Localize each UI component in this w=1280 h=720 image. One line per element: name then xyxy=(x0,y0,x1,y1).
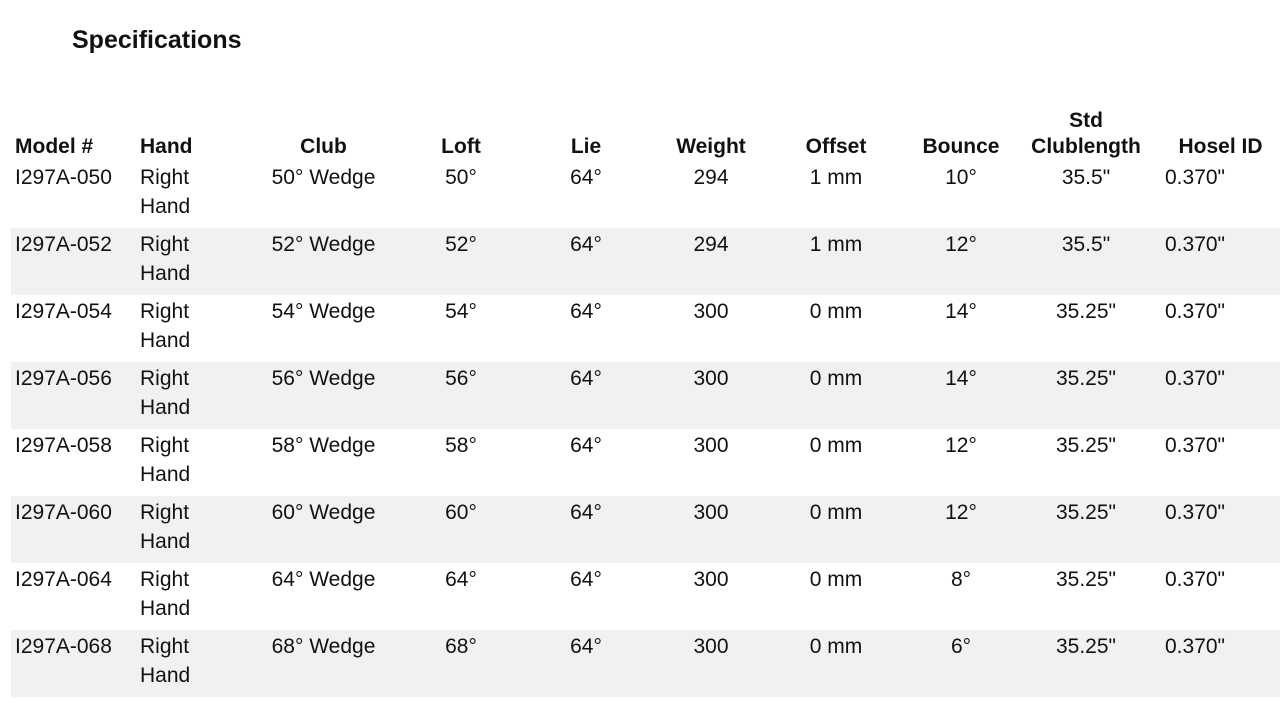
table-row xyxy=(11,496,1280,563)
cell-clublength: 35.5" xyxy=(1011,228,1161,295)
cell-bounce: 12° xyxy=(911,496,1011,563)
header-weight: Weight xyxy=(676,135,746,158)
table-row xyxy=(11,295,1280,362)
cell-clublength: 35.25" xyxy=(1055,568,1116,591)
cell-hosel: 0.370" xyxy=(1161,630,1280,697)
cell-lie: 64° xyxy=(570,568,602,591)
cell-loft: 50° xyxy=(445,166,477,189)
cell-hand xyxy=(136,228,236,295)
cell-club: 54° Wedge xyxy=(271,300,376,323)
header-clublength xyxy=(1011,103,1161,161)
table-row xyxy=(11,630,1280,697)
cell-hand xyxy=(136,295,236,362)
cell-hosel: 0.370" xyxy=(1161,362,1280,429)
cell-bounce: 10° xyxy=(945,166,977,189)
header-offset: Offset xyxy=(805,135,867,158)
cell-hosel: 0.370" xyxy=(1165,166,1226,189)
cell-hand-line2: Hand xyxy=(140,664,191,687)
cell-weight: 300 xyxy=(693,300,729,323)
cell-bounce: 12° xyxy=(945,434,977,457)
cell-lie: 64° xyxy=(511,496,661,563)
cell-hosel: 0.370" xyxy=(1165,300,1226,323)
table-row xyxy=(11,362,1280,429)
cell-lie: 64° xyxy=(570,434,602,457)
header-hosel: Hosel ID xyxy=(1178,135,1263,158)
cell-weight: 300 xyxy=(661,630,761,697)
cell-hand-line1: Right xyxy=(140,166,190,189)
cell-hand-line1: Right xyxy=(140,300,190,323)
cell-lie: 64° xyxy=(570,166,602,189)
cell-hand-line1: Right xyxy=(140,501,190,524)
cell-clublength: 35.25" xyxy=(1011,630,1161,697)
cell-hosel: 0.370" xyxy=(1165,434,1226,457)
table-row xyxy=(11,429,1280,496)
header-hand: Hand xyxy=(140,135,193,158)
cell-hand xyxy=(136,630,236,697)
cell-hand-line2: Hand xyxy=(140,463,191,486)
cell-hosel: 0.370" xyxy=(1161,228,1280,295)
cell-hand-line2: Hand xyxy=(140,262,191,285)
cell-bounce: 8° xyxy=(950,568,972,591)
cell-weight: 294 xyxy=(661,228,761,295)
specifications-table xyxy=(11,103,1280,697)
cell-loft: 64° xyxy=(445,568,477,591)
cell-clublength: 35.25" xyxy=(1011,362,1161,429)
cell-loft: 56° xyxy=(411,362,511,429)
table-row xyxy=(11,161,1280,228)
cell-weight: 300 xyxy=(661,362,761,429)
cell-hand-line1: Right xyxy=(140,635,190,658)
cell-hand-line1: Right xyxy=(140,233,190,256)
cell-hand xyxy=(136,429,236,496)
cell-hand-line2: Hand xyxy=(140,329,191,352)
table-row xyxy=(11,563,1280,630)
cell-club: 68° Wedge xyxy=(236,630,411,697)
cell-lie: 64° xyxy=(511,630,661,697)
cell-weight: 300 xyxy=(693,434,729,457)
cell-bounce: 12° xyxy=(911,228,1011,295)
cell-offset: 1 mm xyxy=(761,228,911,295)
table-row xyxy=(11,228,1280,295)
header-club: Club xyxy=(300,135,347,158)
header-loft: Loft xyxy=(441,135,481,158)
cell-lie: 64° xyxy=(511,228,661,295)
header-clublength-line2: Clublength xyxy=(1031,135,1141,158)
cell-hand-line1: Right xyxy=(140,568,190,591)
cell-model: I297A-060 xyxy=(11,496,136,563)
cell-weight: 294 xyxy=(693,166,729,189)
cell-lie: 64° xyxy=(570,300,602,323)
cell-club: 64° Wedge xyxy=(271,568,376,591)
cell-model: I297A-058 xyxy=(15,434,112,457)
cell-offset: 0 mm xyxy=(809,300,863,323)
cell-club: 52° Wedge xyxy=(236,228,411,295)
cell-hosel: 0.370" xyxy=(1165,568,1226,591)
cell-loft: 54° xyxy=(445,300,477,323)
cell-model: I297A-052 xyxy=(11,228,136,295)
header-row xyxy=(11,103,1280,161)
cell-hand-line2: Hand xyxy=(140,597,191,620)
cell-club: 50° Wedge xyxy=(271,166,376,189)
cell-bounce: 14° xyxy=(945,300,977,323)
cell-club: 56° Wedge xyxy=(236,362,411,429)
header-clublength-line1: Std xyxy=(1069,109,1103,132)
cell-hand xyxy=(136,563,236,630)
cell-hand xyxy=(136,161,236,228)
cell-lie: 64° xyxy=(511,362,661,429)
cell-hand-line1: Right xyxy=(140,367,190,390)
cell-loft: 68° xyxy=(411,630,511,697)
cell-model: I297A-054 xyxy=(15,300,112,323)
cell-model: I297A-068 xyxy=(11,630,136,697)
cell-offset: 0 mm xyxy=(809,434,863,457)
cell-clublength: 35.25" xyxy=(1011,496,1161,563)
cell-club: 60° Wedge xyxy=(236,496,411,563)
cell-loft: 52° xyxy=(411,228,511,295)
cell-club: 58° Wedge xyxy=(271,434,376,457)
cell-loft: 60° xyxy=(411,496,511,563)
cell-offset: 0 mm xyxy=(761,362,911,429)
cell-hand-line2: Hand xyxy=(140,396,191,419)
cell-bounce: 6° xyxy=(911,630,1011,697)
cell-bounce: 14° xyxy=(911,362,1011,429)
cell-loft: 58° xyxy=(445,434,477,457)
cell-clublength: 35.5" xyxy=(1061,166,1111,189)
header-model: Model # xyxy=(15,135,94,158)
cell-model: I297A-050 xyxy=(15,166,112,189)
cell-hand xyxy=(136,362,236,429)
header-lie: Lie xyxy=(570,135,602,158)
cell-weight: 300 xyxy=(693,568,729,591)
cell-model: I297A-064 xyxy=(15,568,112,591)
cell-offset: 0 mm xyxy=(809,568,863,591)
cell-hand-line1: Right xyxy=(140,434,190,457)
cell-model: I297A-056 xyxy=(11,362,136,429)
cell-offset: 0 mm xyxy=(761,496,911,563)
cell-hand xyxy=(136,496,236,563)
cell-hand-line2: Hand xyxy=(140,195,191,218)
cell-clublength: 35.25" xyxy=(1055,434,1116,457)
cell-hosel: 0.370" xyxy=(1161,496,1280,563)
cell-hand-line2: Hand xyxy=(140,530,191,553)
cell-weight: 300 xyxy=(661,496,761,563)
cell-offset: 1 mm xyxy=(809,166,863,189)
table-body xyxy=(11,161,1280,697)
cell-offset: 0 mm xyxy=(761,630,911,697)
page-title: Specifications xyxy=(72,26,242,54)
cell-clublength: 35.25" xyxy=(1055,300,1116,323)
header-bounce: Bounce xyxy=(922,135,1000,158)
